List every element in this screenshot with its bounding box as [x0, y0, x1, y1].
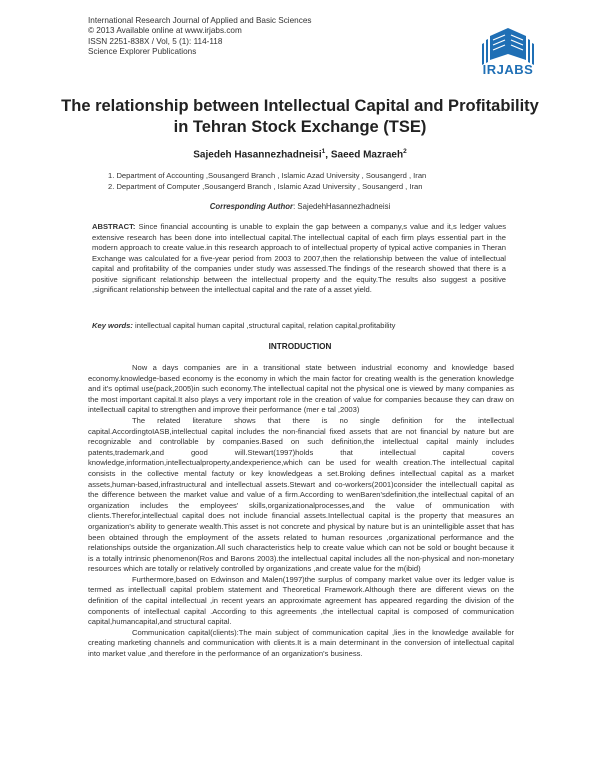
author-line — [60, 148, 540, 160]
section-heading: INTRODUCTION — [268, 342, 332, 351]
abstract-text: Since financial accounting is unable to explain the gap between a company,s value and it,s ledger values extensive research has been done into intellectual capital.The intellectual capital of each firm plays essential part in the modern approach to create value.in this research approach to of intellectual property of typical active companies in Theran Exchange was calculated for a five-year period from 2003 to 2007,then the relationship between the value of intellectual capital and profitability of the companies under study was assessed.The findings of the research showed that there is a positive significant relationship between the intellectual property and the equity.The results also suggest a positive ,significant relationship between the intellectual capital and the rate of a asset yield. — [92, 222, 506, 294]
paragraph: Furthermore,based on Edwinson and Malen(1997)the surplus of company market value over its ledger value is termed as intellectuall capital problem statement and Theoretical Framework.Although there are different views on the definition of the capital intellectual ,in recent years an approximate agreement has appeared regarding the division of the components of intellectual capital .According to this agreements ,the intellectual capital is composed of communication capital,humancapital,and structural capital. — [88, 574, 514, 627]
copyright-line: © 2013 Available online at www.irjabs.com — [88, 26, 242, 36]
corresponding-author — [60, 202, 540, 211]
affiliation-1: 1. Department of Accounting ,Sousangerd Branch , Islamic Azad University , Sousangerd , Iran — [108, 171, 427, 180]
journal-name: International Research Journal of Applied and Basic Sciences — [88, 16, 312, 25]
abstract-label: ABSTRACT: — [92, 222, 136, 231]
affiliation-2: 2. Department of Computer ,Sousangerd Branch , Islamic Azad University , Sousangerd , Iran — [108, 182, 423, 191]
issn-line: ISSN 2251-838X / Vol, 5 (1): 114-118 — [88, 36, 223, 46]
journal-header — [88, 16, 311, 58]
corresponding-name: : SajedehHasannezhadneisi — [293, 202, 391, 211]
author-name: Sajedeh Hasannezhadneisi — [193, 149, 322, 161]
author-affil-mark: 2 — [403, 148, 407, 155]
author-affil-mark: 1 — [321, 148, 326, 155]
corresponding-label: Corresponding Author — [209, 202, 294, 211]
abstract — [92, 222, 506, 296]
keywords — [92, 321, 506, 332]
keywords-text: intellectual capital human capital ,structural capital, relation capital,profitability — [132, 321, 396, 330]
author-name: Saeed Mazraeh — [330, 149, 404, 161]
publisher-line: Science Explorer Publications — [88, 47, 197, 57]
paragraph: Now a days companies are in a transitional state between industrial economy and knowledge based economy.knowledge-based economy is the economy in which the main factor for creating wealth is the generation knowledge and it's optimal use(pack,2005)in such economy.The intellectual capital not the physical one is viewed by many companies as the most important capital.It also plays a very important role in the creation of value for companies because they can draw on intellectuall capital to strengthen and improve their performance (mer e tal ,2003) — [88, 363, 514, 415]
keywords-label: Key words: — [92, 321, 133, 330]
author-separator: , — [325, 149, 331, 161]
affiliations — [108, 170, 426, 192]
logo-wordmark: IRJABS — [482, 62, 534, 77]
paragraph: Communication capital(clients):The main subject of communication capital ,lies in the knowledge available for creating marketing channels and communication with clients.It is a main determinant in the conversion of intellectual capital into market value ,and therefore in the performance of an organization's business. — [88, 627, 514, 659]
paper-title: The relationship between Intellectual Capital and Profitability in Tehran Stock Exchange (TSE) — [61, 97, 539, 136]
paragraph: The related literature shows that there is no single definition for the intellectual capital.AccordingtoIASB,intellectual capital includes the non-financial fixed assets that are not financial by nature but are recognizable and controllable by companies.Based on such definition,the intellectual capital mainly includes patents,trademark,and good will.Stewart(1997)holds that intellectual capital covers knowledge,information,intellectualproperty,andexperience,which can be used for wealth creation.The intellectual capital consists in the collective mental factuty or key knowledgeas a set.Broking defines intellectual capital as a market assets,human-based,infrastructural and intellectual assets.Stewart and co-workers(2001)consider the intellectuall capital as the difference between the market value and value of a firm.According to wenBaren'sdefinition,the intellectual capital of an organization includes the employees' skills,organizationalprocesses,and the value of ommunication with clients.Therefor,intellectual capital does not include financial assets.Intellectual capital is the property that measures an organization's ability to generate wealth.This asset is not concrete and physical by nature but is an unintelligible asset that has been obtained through the employment of the assets related to human resources ,organizational performance and the relationships outside the organization.All such characteristics help to create value which can not be sold or bought because it is a totally intrinsic phenomenon(Ros and Barons 2003).the intellectual capital includes all the non-physical and non-monetary resources which are totally or relatively controlled by organizations ,and create value for the m(ibid) — [88, 415, 514, 574]
body-text — [88, 363, 514, 660]
